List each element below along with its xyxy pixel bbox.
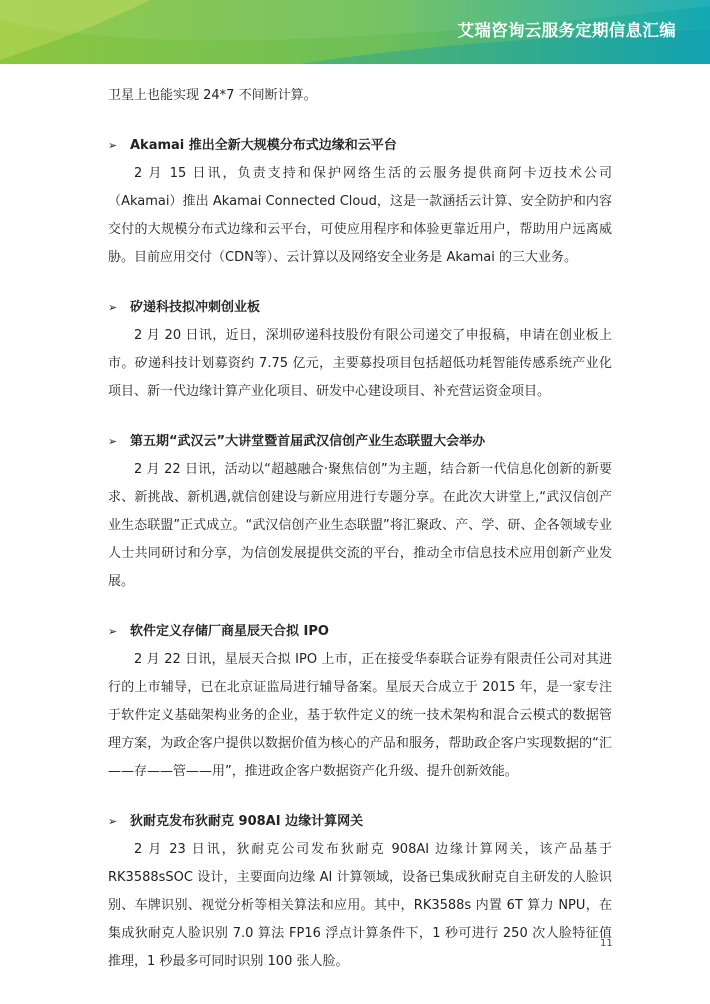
section-title: 第五期“武汉云”大讲堂暨首届武汉信创产业生态联盟大会举办: [130, 434, 486, 449]
section-heading: [108, 618, 612, 646]
section-title: 狄耐克发布狄耐克 908AI 边缘计算网关: [130, 814, 364, 829]
section-heading: [108, 294, 612, 322]
header-title: 艾瑞咨询云服务定期信息汇编: [457, 21, 676, 40]
section-heading: [108, 428, 612, 456]
page-header: [0, 0, 710, 64]
page-number: 11: [600, 938, 613, 949]
section-title: Akamai 推出全新大规模分布式边缘和云平台: [130, 138, 397, 153]
section-heading: [108, 808, 612, 836]
section-heading: [108, 132, 612, 160]
intro-line: 卫星上也能实现 24*7 不间断计算。: [108, 88, 317, 103]
arrow-bullet-icon: ➢: [108, 435, 118, 448]
section-body: 2 月 20 日讯，近日，深圳矽递科技股份有限公司递交了申报稿，申请在创业板上市。矽递科技计划募资约 7.75 亿元，主要募投项目包括超低功耗智能传感系统产业化项目、新一代边缘计算产业化项目、研发中心建设项目、补充营运资金项目。: [108, 328, 612, 399]
section-body: 2 月 15 日讯，负责支持和保护网络生活的云服务提供商阿卡迈技术公司（Akamai）推出 Akamai Connected Cloud，这是一款涵括云计算、安全防护和内容交付的大规模分布式边缘和云平台，可使应用程序和体验更靠近用户，帮助用户远离威胁。目前应用交付（CDN等）、云计算以及网络安全业务是 Akamai 的三大业务。: [108, 166, 612, 265]
arrow-bullet-icon: ➢: [108, 301, 118, 314]
section-body: 2 月 22 日讯，活动以“超越融合·聚焦信创”为主题，结合新一代信息化创新的新要求、新挑战、新机遇,就信创建设与新应用进行专题分享。在此次大讲堂上,“武汉信创产业生态联盟”正式成立。“武汉信创产业生态联盟”将汇聚政、产、学、研、企各领域专业人士共同研讨和分享，为信创发展提供交流的平台，推动全市信息技术应用创新产业发展。: [108, 462, 612, 589]
arrow-bullet-icon: ➢: [108, 625, 118, 638]
document-body: [108, 82, 612, 976]
arrow-bullet-icon: ➢: [108, 139, 118, 152]
section-title: 矽递科技拟冲刺创业板: [130, 300, 261, 315]
section-body: 2 月 23 日讯，狄耐克公司发布狄耐克 908AI 边缘计算网关，该产品基于 RK3588sSOC 设计，主要面向边缘 AI 计算领域，设备已集成狄耐克自主研发的人脸识别、车牌识别、视觉分析等相关算法和应用。其中，RK3588s 内置 6T 算力 NPU，在集成狄耐克人脸识别 7.0 算法 FP16 浮点计算条件下，1 秒可进行 250 次人脸特征值推理，1 秒最多可同时识别 100 张人脸。: [108, 842, 612, 969]
arrow-bullet-icon: ➢: [108, 815, 118, 828]
section-title: 软件定义存储厂商星辰天合拟 IPO: [130, 624, 329, 639]
section-body: 2 月 22 日讯，星辰天合拟 IPO 上市，正在接受华泰联合证券有限责任公司对其进行的上市辅导，已在北京证监局进行辅导备案。星辰天合成立于 2015 年，是一家专注于软件定义基础架构业务的企业，基于软件定义的统一技术架构和混合云模式的数据管理方案，为政企客户提供以数据价值为核心的产品和服务，帮助政企客户实现数据的“汇——存——管——用”，推进政企客户数据资产化升级、提升创新效能。: [108, 652, 612, 779]
